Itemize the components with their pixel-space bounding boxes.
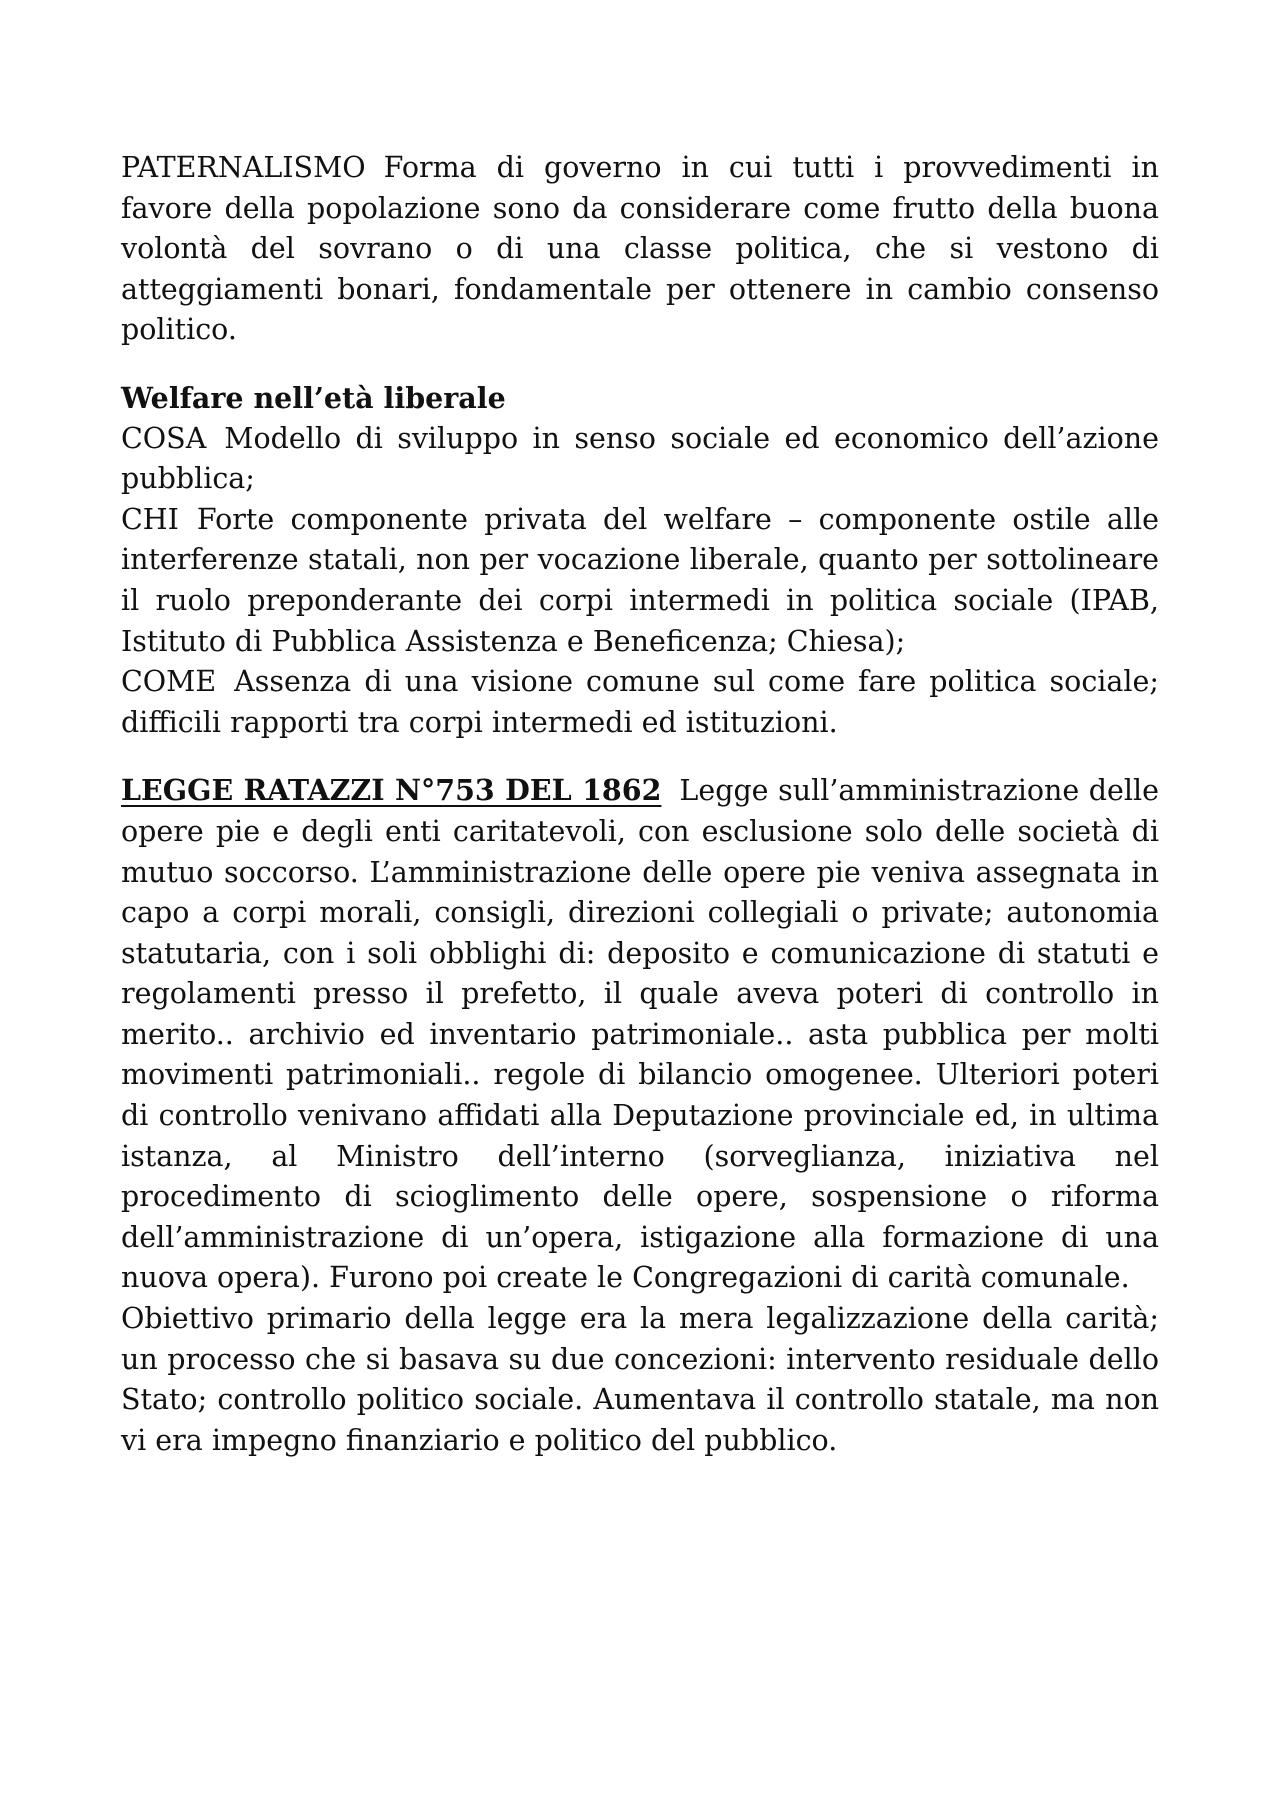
welfare-section bbox=[121, 378, 1159, 743]
welfare-item-label: CHI bbox=[121, 502, 179, 536]
welfare-item-label: COSA bbox=[121, 421, 207, 455]
legge-paragraph bbox=[121, 770, 1159, 1299]
welfare-item-come bbox=[121, 662, 1159, 743]
legge-objective-paragraph: Obiettivo primario della legge era la mera legalizzazione della carità; un processo che si basava su due concezioni: intervento residuale dello Stato; controllo politico sociale. Aumentava il controllo statale, ma non vi era impegno finanziario e politico del pubblico. bbox=[121, 1302, 1159, 1457]
legge-title: LEGGE RATAZZI N°753 DEL 1862 bbox=[121, 773, 662, 808]
welfare-item-chi bbox=[121, 500, 1159, 662]
welfare-item-text: Modello di sviluppo in senso sociale ed economico dell’azione pubblica; bbox=[121, 421, 1159, 496]
paternalismo-definition: Forma di governo in cui tutti i provvedimenti in favore della popolazione sono da considerare come frutto della buona volontà del sovrano o di una classe politica, che si vestono di atteggiamenti bonari, fondamentale per ottenere in cambio consenso politico. bbox=[121, 151, 1159, 347]
legge-body: Legge sull’amministrazione delle opere pie e degli enti caritatevoli, con esclusione solo delle società di mutuo soccorso. L’amministrazione delle opere pie veniva assegnata in capo a corpi morali, consigli, direzioni collegiali o private; autonomia statutaria, con i soli obblighi di: deposito e comunicazione di statuti e regolamenti presso il prefetto, il quale aveva poteri di controllo in merito.. archivio ed inventario patrimoniale.. asta pubblica per molti movimenti patrimoniali.. regole di bilancio omogenee. Ulteriori poteri di controllo venivano affidati alla Deputazione provinciale ed, in ultima istanza, al Ministro dell’interno (sorveglianza, iniziativa nel procedimento di scioglimento delle opere, sospensione o riforma dell’amministrazione di un’opera, istigazione alla formazione di una nuova opera). Furono poi create le Congregazioni di carità comunale. bbox=[121, 774, 1159, 1295]
welfare-item-label: COME bbox=[121, 665, 217, 699]
document-content bbox=[121, 148, 1159, 1461]
welfare-item-text: Assenza di una visione comune sul come fare politica sociale; difficili rapporti tra corpi intermedi ed istituzioni. bbox=[121, 665, 1159, 739]
paternalismo-paragraph bbox=[121, 148, 1159, 351]
welfare-item-text: Forte componente privata del welfare – componente ostile alle interferenze statali, non per vocazione liberale, quanto per sottolineare il ruolo preponderante dei corpi intermedi in politica sociale (IPAB, Istituto di Pubblica Assistenza e Beneficenza; Chiesa); bbox=[121, 502, 1159, 658]
welfare-item-cosa bbox=[121, 419, 1159, 500]
legge-section bbox=[121, 770, 1159, 1461]
welfare-heading: Welfare nell’età liberale bbox=[121, 380, 506, 415]
paternalismo-term: PATERNALISMO bbox=[121, 151, 366, 184]
